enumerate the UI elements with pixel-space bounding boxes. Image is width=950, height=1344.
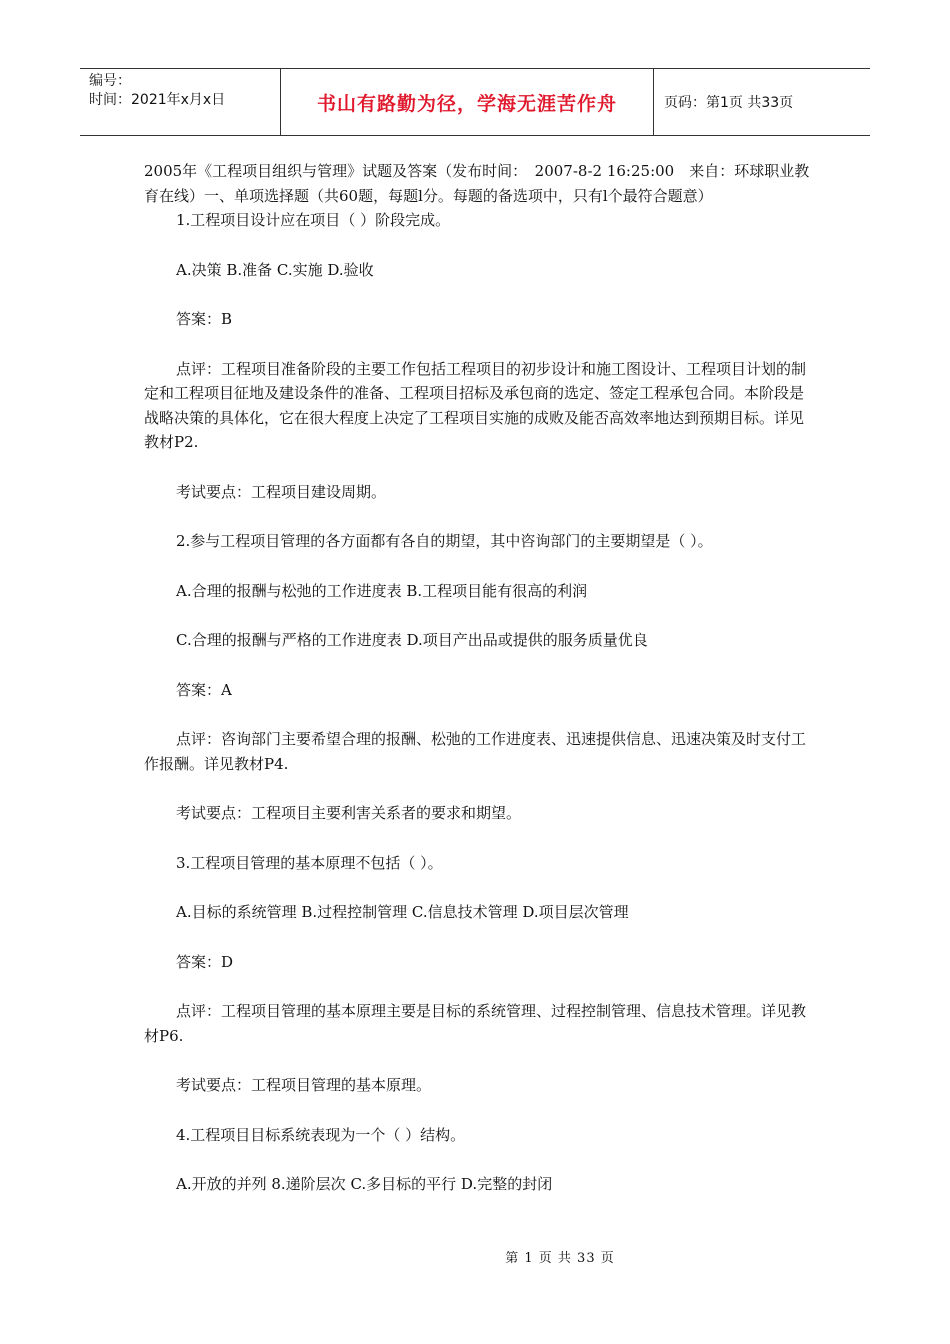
header-motto: 书山有路勤为径，学海无涯苦作舟 (281, 69, 654, 135)
question-stem: 2.参与工程项目管理的各方面都有各自的期望，其中咨询部门的主要期望是（ ）。 (176, 532, 713, 550)
question-options: A.决策 B.准备 C.实施 D.验收 (176, 260, 374, 279)
question-comment: 点评：工程项目准备阶段的主要工作包括工程项目的初步设计和施工图设计、工程项目计划的制定和工程项目征地及建设条件的准备、工程项目招标及承包商的选定、签定工程承包合同。本阶段是战略决策的具体化，它在很大程度上决定了工程项目实施的成败及能否高效率地达到预期目标。详见教材P2. (144, 359, 807, 451)
question-options: A.目标的系统管理 B.过程控制管理 C.信息技术管理 D.项目层次管理 (176, 903, 629, 921)
question-options: C.合理的报酬与严格的工作进度表 D.项目产出品或提供的服务质量优良 (176, 631, 648, 649)
time-label: 时间：2021年x月x日 (89, 92, 226, 108)
question-options: A.合理的报酬与松弛的工作进度表 B.工程项目能有很高的利润 (176, 581, 588, 600)
question-stem: 3.工程项目管理的基本原理不包括（ ）。 (176, 853, 443, 872)
question-keypoint: 考试要点：工程项目建设周期。 (176, 482, 387, 501)
question-stem: 4.工程项目目标系统表现为一个（ ）结构。 (176, 1125, 466, 1144)
page-footer: 第 1 页 共 33 页 (505, 1251, 615, 1266)
document-body (144, 159, 810, 1197)
question-answer: 答案：B (176, 310, 233, 328)
page-header (80, 68, 870, 136)
number-label: 编号： (89, 73, 131, 89)
question-comment: 点评：咨询部门主要希望合理的报酬、松弛的工作进度表、迅速提供信息、迅速决策及时支付工作报酬。详见教材P4. (144, 730, 807, 773)
question-answer: 答案：A (176, 680, 232, 699)
question-keypoint: 考试要点：工程项目管理的基本原理。 (176, 1076, 432, 1094)
header-page-info: 页码：第1页 共33页 (664, 95, 794, 111)
question-keypoint: 考试要点：工程项目主要利害关系者的要求和期望。 (176, 804, 522, 822)
question-stem: 1.工程项目设计应在项目（ ）阶段完成。 (176, 211, 451, 229)
intro-paragraph: 2005年《工程项目组织与管理》试题及答案（发布时间： 2007-8-2 16:25:00 来自：环球职业教育在线）一、单项选择题（共60题，每题l分。每题的备选项中，只有l个最符合题意） (144, 162, 810, 205)
question-answer: 答案：D (176, 952, 234, 971)
question-options: A.开放的并列 8.递阶层次 C.多目标的平行 D.完整的封闭 (176, 1175, 553, 1193)
header-meta (80, 69, 281, 135)
question-comment: 点评：工程项目管理的基本原理主要是目标的系统管理、过程控制管理、信息技术管理。详见教材P6. (144, 1002, 807, 1045)
